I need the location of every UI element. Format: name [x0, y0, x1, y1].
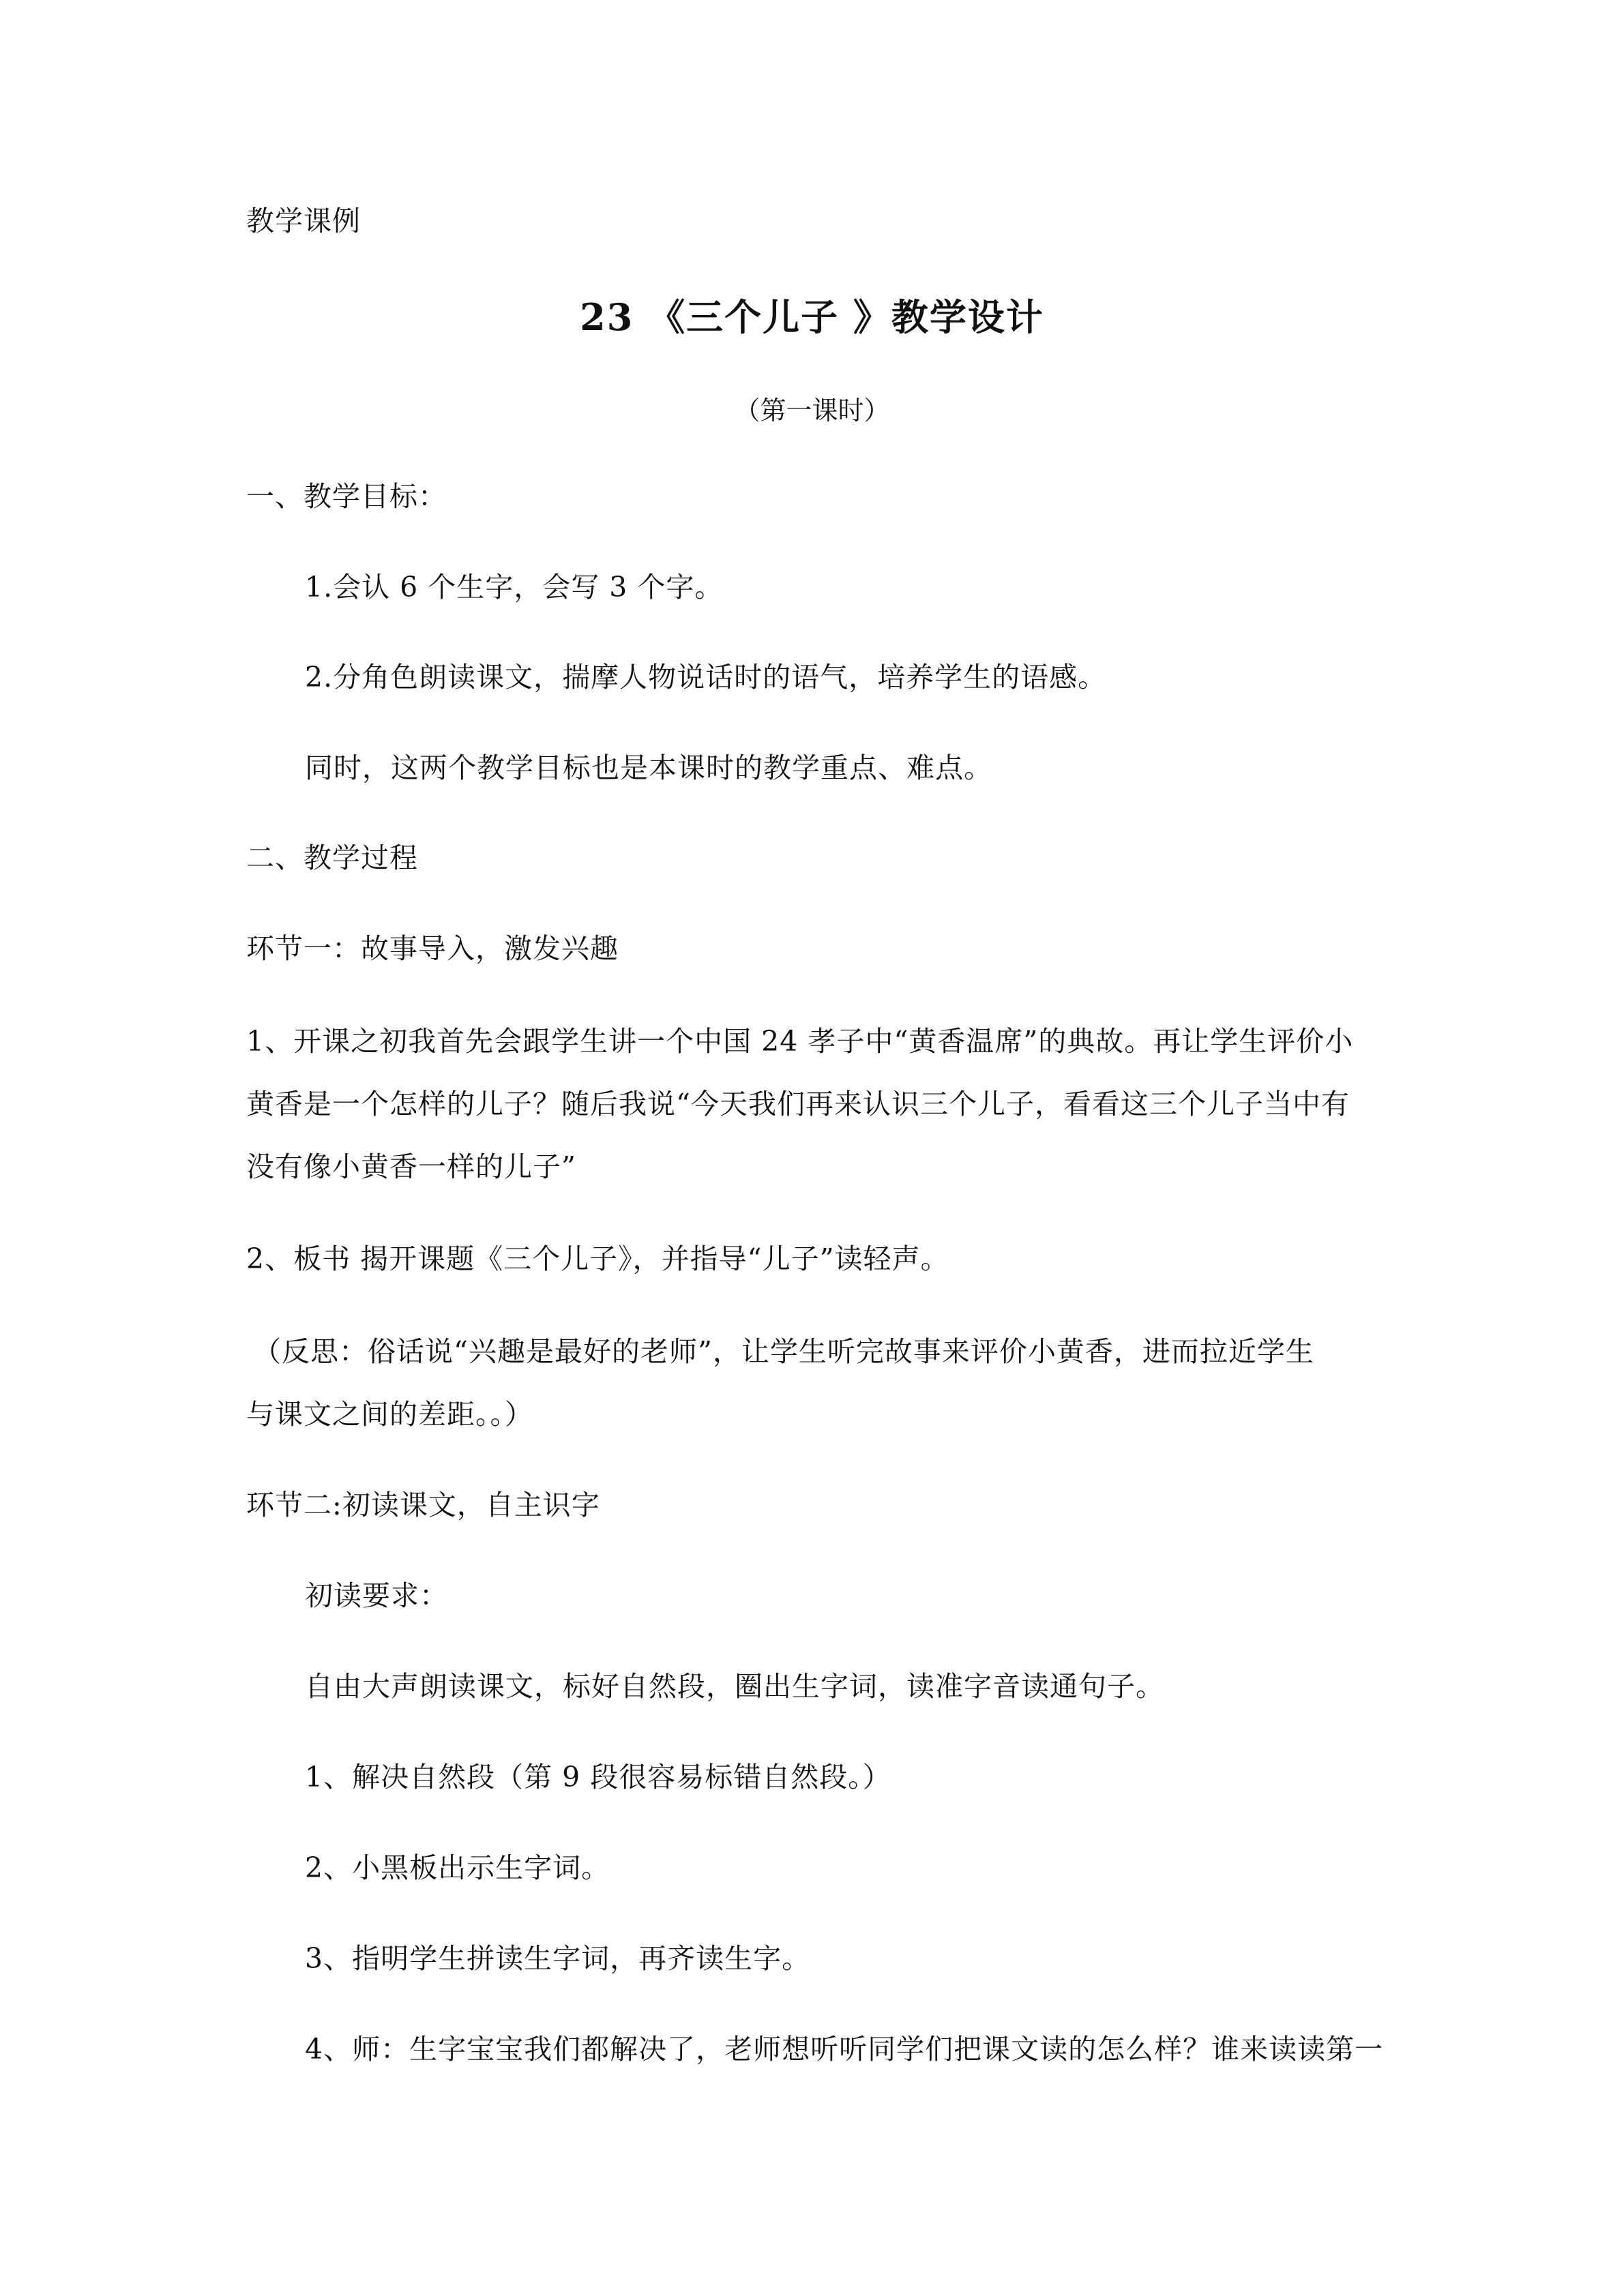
paragraph-line: 1、开课之初我首先会跟学生讲一个中国 24 孝子中“黄香温席”的典故。再让学生评价小 [246, 1025, 1354, 1058]
paragraph-line: 2、板书 揭开课题《三个儿子》，并指导“儿子”读轻声。 [246, 1242, 949, 1275]
list-item: 2、小黑板出示生字词。 [305, 1851, 610, 1884]
paragraph: 同时，这两个教学目标也是本课时的教学重点、难点。 [305, 751, 992, 784]
list-item: 1、解决自然段（第 9 段很容易标错自然段。） [305, 1761, 891, 1793]
list-item: 3、指明学生拼读生字词，再齐读生字。 [305, 1942, 811, 1975]
section-heading-process: 二、教学过程 [246, 841, 418, 874]
paragraph-line: 初读要求： [305, 1579, 448, 1612]
document-subtitle: （第一课时） [734, 396, 890, 426]
reflection-line: （反思：俗话说“兴趣是最好的老师”，让学生听完故事来评价小黄香，进而拉近学生 [253, 1335, 1314, 1368]
objective-item: 2.分角色朗读课文，揣摩人物说话时的语气，培养学生的语感。 [305, 661, 1107, 694]
objective-item: 1.会认 6 个生字，会写 3 个字。 [305, 571, 724, 603]
stage-heading: 环节一：故事导入，激发兴趣 [246, 932, 619, 965]
stage-heading: 环节二:初读课文，自主识字 [246, 1489, 600, 1521]
section-heading-objectives: 一、教学目标： [246, 480, 447, 513]
header-label: 教学课例 [246, 205, 361, 237]
paragraph-line: 黄香是一个怎样的儿子？随后我说“今天我们再来认识三个儿子，看看这三个儿子当中有 [246, 1088, 1350, 1120]
list-item: 4、师：生字宝宝我们都解决了，老师想听听同学们把课文读的怎么样？谁来读读第一 [305, 2033, 1384, 2066]
document-title: 23 《三个儿子 》教学设计 [580, 295, 1044, 339]
paragraph-line: 自由大声朗读课文，标好自然段，圈出生字词，读准字音读通句子。 [305, 1670, 1164, 1703]
reflection-line: 与课文之间的差距。。） [246, 1398, 533, 1431]
paragraph-line: 没有像小黄香一样的儿子” [246, 1150, 576, 1183]
